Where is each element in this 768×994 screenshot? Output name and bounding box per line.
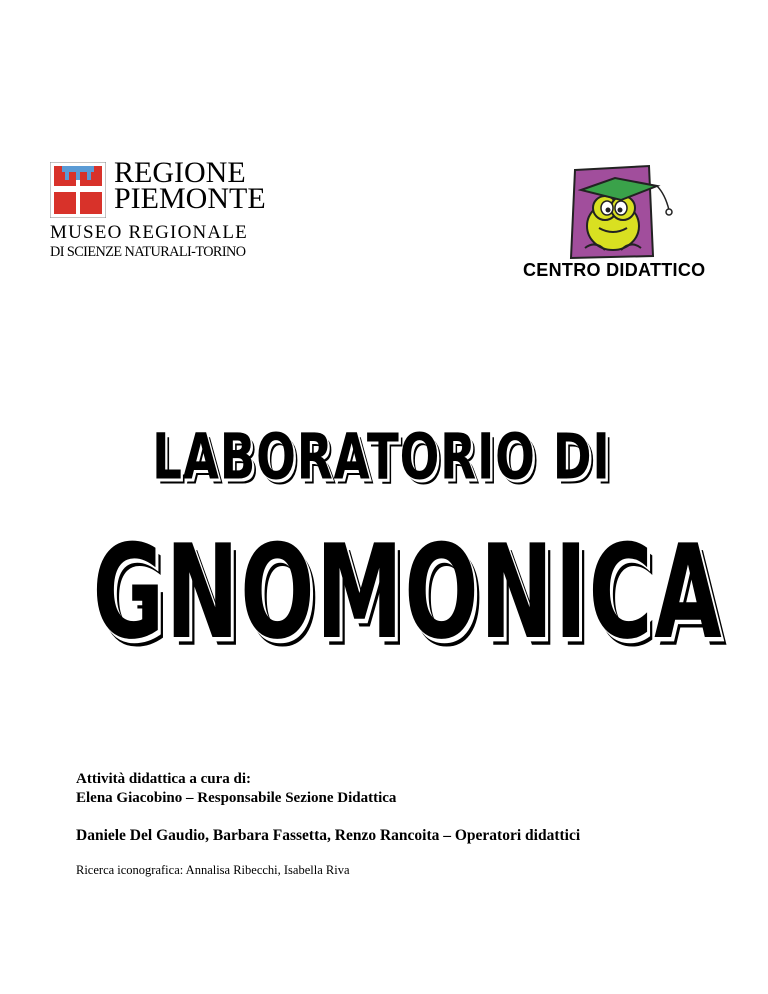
credits-block bbox=[76, 770, 736, 878]
credits-operators: Daniele Del Gaudio, Barbara Fassetta, Renzo Rancoita – Operatori didattici bbox=[76, 827, 581, 844]
centro-didattico-logo bbox=[520, 160, 710, 285]
credits-iconography: Ricerca iconografica: Annalisa Ribecchi, Isabella Riva bbox=[76, 863, 350, 877]
credits-responsible: Elena Giacobino – Responsabile Sezione Didattica bbox=[76, 790, 397, 806]
regione-piemonte-crest-icon bbox=[50, 162, 106, 218]
museo-name: MUSEO REGIONALE bbox=[50, 222, 248, 243]
credits-heading: Attività didattica a cura di: bbox=[76, 771, 251, 787]
museo-subtitle: DI SCIENZE NATURALI-TORINO bbox=[50, 244, 246, 260]
regione-line2: PIEMONTE bbox=[114, 182, 266, 215]
regione-piemonte-logo bbox=[48, 156, 278, 270]
regione-piemonte-wordmark bbox=[114, 156, 266, 215]
centro-didattico-label: CENTRO DIDATTICO bbox=[523, 260, 706, 280]
frog-mortarboard-icon bbox=[565, 164, 705, 264]
regione-line1: REGIONE bbox=[114, 156, 246, 189]
title-line2: GNOMONICA bbox=[92, 516, 724, 668]
title-line1: LABORATORIO DI bbox=[152, 420, 611, 495]
